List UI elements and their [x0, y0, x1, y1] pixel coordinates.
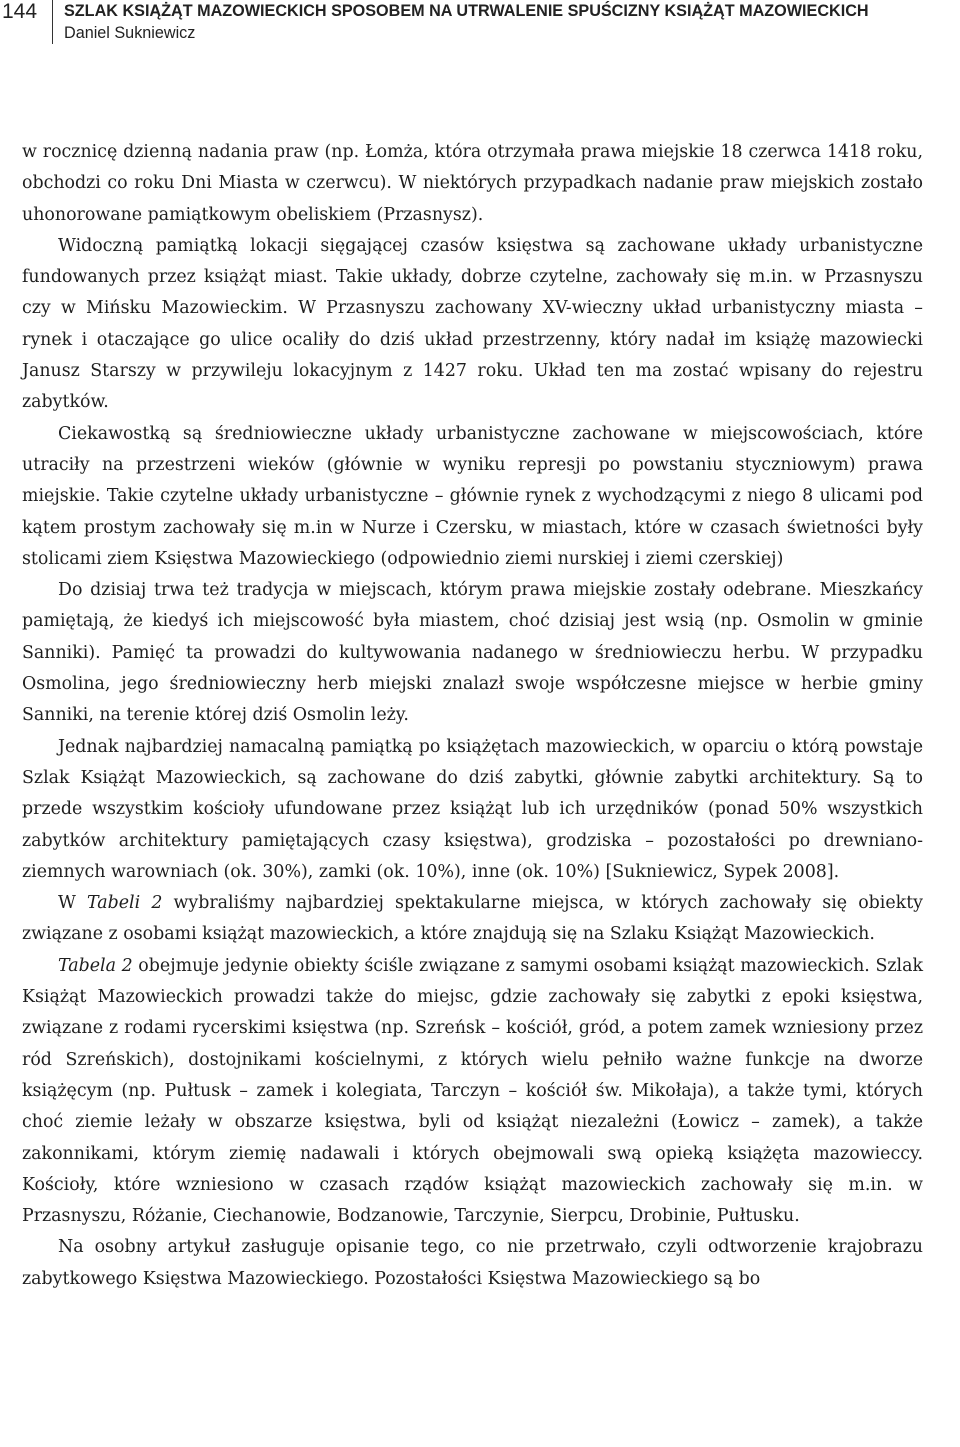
paragraph-2: Widoczną pamiątką lokacji sięgającej czasów księstwa są zachowane układy urbanistyczne fundowanych przez książąt miast. Takie układy, dobrze czytelne, zachowały się m.in. w Przasnyszu czy w Mińsku Mazowieckim. W Przasnyszu zachowany XV-wieczny układ urbanistyczny miasta – rynek i otaczające go ulice ocaliły do dziś układ przestrzenny, który nadał im książę mazowiecki Janusz Starszy w przywileju lokacyjnym z 1427 roku. Układ ten ma zostać wpisany do rejestru zabytków.: [22, 235, 923, 413]
body-text: [22, 137, 923, 1295]
paragraph-6: [22, 888, 923, 951]
paragraph-1: w rocznicę dzienną nadania praw (np. Łomża, która otrzymała prawa miejskie 18 czerwca 1418 roku, obchodzi co roku Dni Miasta w czerwcu). W niektórych przypadkach nadanie praw miejskich zostało uhonorowane pamiątkowym obeliskiem (Przasnysz).: [22, 142, 923, 225]
running-author: Daniel Sukniewicz: [64, 24, 196, 42]
paragraph-6-post: wybraliśmy najbardziej spektakularne miejsca, w których zachowały się obiekty związane z osobami książąt mazowieckich, a które znajdują się na Szlaku Książąt Mazowieckich.: [22, 893, 924, 945]
page-number: 144: [2, 0, 38, 23]
table-reference: Tabeli 2: [87, 893, 163, 914]
paragraph-3: Ciekawostką są średniowieczne układy urbanistyczne zachowane w miejscowościach, które utraciły na przestrzeni wieków (głównie w wyniku represji po powstaniu styczniowym) prawa miejskie. Takie czytelne układy urbanistyczne – głównie rynek z wychodzącymi z niego 8 ulicami pod kątem prostym zachowały się m.in w Nurze i Czersku, w miastach, które w czasach świetności były stolicami ziem Księstwa Mazowieckiego (odpowiednio ziemi nurskiej i ziemi czerskiej): [22, 423, 923, 569]
paragraph-6-pre: W: [58, 893, 88, 914]
header-divider: [52, 0, 53, 44]
paragraph-7: [22, 951, 923, 1233]
paragraph-8: Na osobny artykuł zasługuje opisanie tego, co nie przetrwało, czyli odtworzenie krajobrazu zabytkowego Księstwa Mazowieckiego. Pozostałości Księstwa Mazowieckiego są bo: [22, 1237, 923, 1289]
table-reference: Tabela 2: [58, 955, 133, 976]
paragraph-5: Jednak najbardziej namacalną pamiątką po książętach mazowieckich, w oparciu o którą powstaje Szlak Książąt Mazowieckich, są zachowane do dziś zabytki, głównie zabytki architektury. Są to przede wszystkim kościoły ufundowane przez książąt lub ich urzędników (ponad 50% wszystkich zabytków architektury pamiętających czasy księstwa), grodziska – pozostałości po drewniano-ziemnych warowniach (ok. 30%), zamki (ok. 10%), inne (ok. 10%) [Sukniewicz, Sypek 2008].: [22, 736, 923, 882]
paragraph-7-post: obejmuje jedynie obiekty ściśle związane z samymi osobami książąt mazowieckich. Szlak Książąt Mazowieckich prowadzi także do miejsc, gdzie zachowały się zabytki z epoki księstwa, związane z rodami rycerskimi księstwa (np. Szreńsk – kościół, gród, a potem zamek wzniesiony przez ród Szreńskich), dostojnikami kościelnymi, z których wielu pełniło ważne funkcje na dworze książęcym (np. Pułtusk – zamek i kolegiata, Tarczyn – kościół św. Mikołaja), a także tymi, których choć ziemie leżały w obszarze księstwa, byli od książąt niezależni (Łowicz – zamek), a także zakonnikami, którym ziemię nadawali i których obejmowali swą opieką książęta mazowieccy. Kościoły, które wzniesiono w czasach rządów książąt mazowieckich zachowały się m.in. w Przasnyszu, Różanie, Ciechanowie, Bodzanowie, Tarczynie, Sierpcu, Drobinie, Pułtusku.: [22, 955, 923, 1227]
running-title: SZLAK KSIĄŻĄT MAZOWIECKICH SPOSOBEM NA UTRWALENIE SPUŚCIZNY KSIĄŻĄT MAZOWIECKICH: [64, 2, 869, 20]
page-header: [0, 0, 960, 52]
paragraph-4: Do dzisiaj trwa też tradycja w miejscach, którym prawa miejskie zostały odebrane. Mieszkańcy pamiętają, że kiedyś ich miejscowość była miastem, choć dzisiaj jest wsią (np. Osmolin w gminie Sanniki). Pamięć ta prowadzi do kultywowania nadanego w średniowieczu herbu. W przypadku Osmolina, jego średniowieczny herb miejski znalazł swoje współczesne miejsce w herbie gminy Sanniki, na terenie której dziś Osmolin leży.: [22, 580, 923, 726]
